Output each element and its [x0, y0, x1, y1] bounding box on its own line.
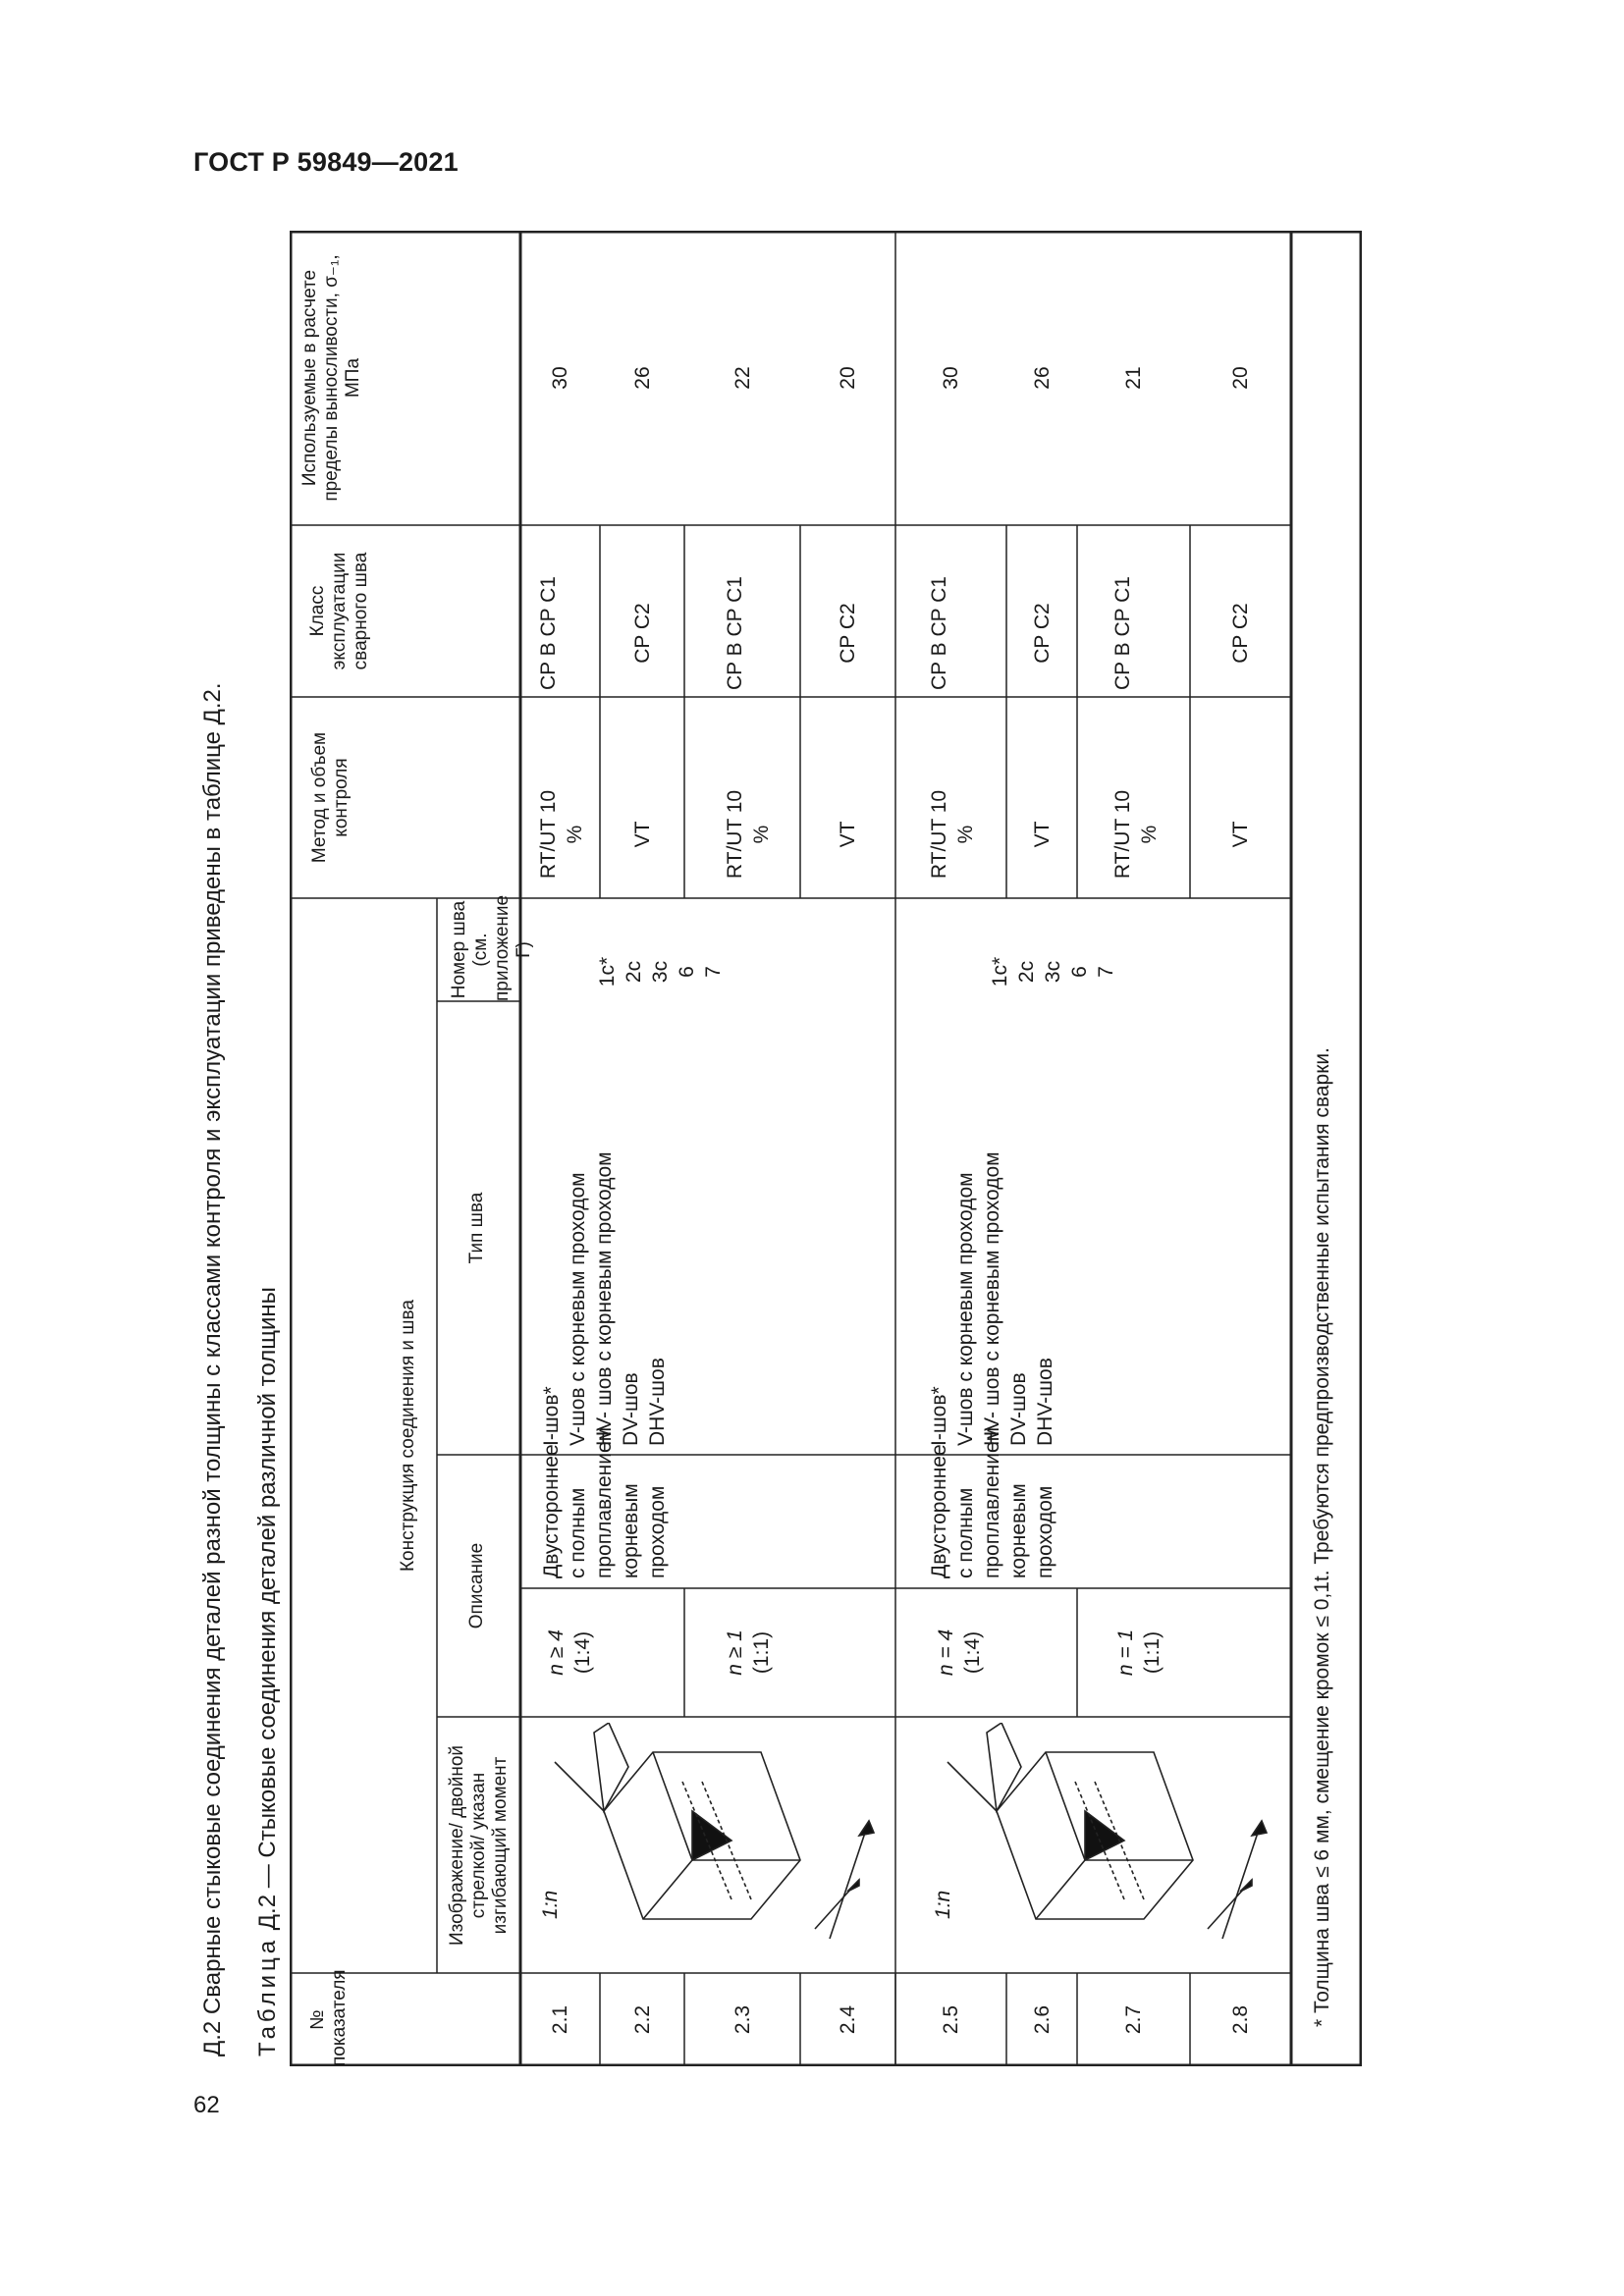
- class-cell: CP B CP C1: [724, 576, 746, 690]
- weld-number: 1c*: [596, 956, 619, 988]
- col-header-class: Класс эксплуатации сварного шва: [307, 552, 371, 670]
- class-cell: CP C2: [1229, 603, 1252, 664]
- limit-cell: 30: [549, 366, 571, 390]
- weld-number: 3c: [1042, 960, 1064, 984]
- weld-type-line: V-шов с корневым проходом: [567, 1172, 589, 1446]
- joint-drawing-1: [535, 1723, 884, 1958]
- rotated-page-content: [193, 231, 1362, 2066]
- ratio-n: n = 1: [1114, 1629, 1137, 1677]
- table-caption: [254, 1287, 282, 2056]
- row-num: 2.5: [940, 2004, 962, 2035]
- method-cell: RT/UT 10 %: [1111, 789, 1161, 880]
- weld-type-line: I-шов*: [540, 1386, 563, 1446]
- col-header-image: Изображение/ двойной стрелкой/ указан изгибающий момент: [447, 1744, 511, 1947]
- row-num: 2.1: [549, 2004, 571, 2035]
- limit-cell: 20: [837, 366, 859, 390]
- col-header-weld-number: Номер шва (см. приложение Г): [449, 894, 534, 1001]
- description-line: с полным: [954, 1487, 977, 1578]
- ratio-value: (1:1): [1141, 1630, 1164, 1675]
- description-line: проходом: [1034, 1485, 1056, 1578]
- method-cell: VT: [837, 821, 859, 848]
- weld-number: 7: [702, 966, 725, 978]
- class-cell: CP C2: [1031, 603, 1054, 664]
- description-line: Двустороннее: [540, 1444, 563, 1578]
- row-num: 2.2: [631, 2004, 654, 2035]
- limit-cell: 26: [1031, 366, 1054, 390]
- weld-type-line: V-шов с корневым проходом: [954, 1172, 977, 1446]
- row-num: 2.8: [1229, 2004, 1252, 2035]
- weld-number: 6: [676, 966, 698, 978]
- weld-type-line: DV-шов: [1007, 1372, 1030, 1446]
- class-cell: CP C2: [837, 603, 859, 664]
- col-header-weld-type: Тип шва: [466, 1192, 487, 1264]
- description-line: с полным: [567, 1487, 589, 1578]
- joint-drawing-2: [928, 1723, 1276, 1958]
- col-header-limits: Используемые в расчете пределы выносливости, σ₋₁, МПа: [299, 254, 363, 502]
- class-cell: CP C2: [631, 603, 654, 664]
- col-header-method: Метод и объем контроля: [309, 731, 352, 864]
- weld-number: 2c: [1015, 960, 1038, 984]
- weld-type-line: HV- шов с корневым проходом: [981, 1151, 1003, 1446]
- row-num: 2.3: [731, 2004, 754, 2035]
- table-footnote: * Толщина шва ≤ 6 мм, смещение кромок ≤ 0,1t. Требуются предпроизводственные испытания сварки.: [1311, 1047, 1333, 2027]
- method-cell: RT/UT 10 %: [928, 789, 977, 880]
- table-caption-label: Д.2 — Стыковые соединения деталей различной толщины: [254, 1287, 281, 1931]
- ratio-n: n ≥ 4: [545, 1629, 568, 1676]
- weld-number: 2c: [623, 960, 645, 984]
- row-num: 2.7: [1122, 2004, 1145, 2035]
- weld-number: 6: [1068, 966, 1091, 978]
- weld-number: 1c*: [989, 956, 1011, 988]
- description-line: Двустороннее: [928, 1444, 950, 1578]
- description-line: проходом: [646, 1485, 669, 1578]
- weld-type-line: DHV-шов: [1034, 1358, 1056, 1446]
- col-header-num: № показателя: [307, 1969, 350, 2066]
- row-num: 2.4: [837, 2004, 859, 2035]
- method-cell: RT/UT 10 %: [537, 789, 586, 880]
- table-d2: [290, 231, 1362, 2066]
- class-cell: CP B CP C1: [1111, 576, 1134, 690]
- weld-type-line: HV- шов с корневым проходом: [593, 1151, 616, 1446]
- limit-cell: 20: [1229, 366, 1252, 390]
- weld-type-line: I-шов*: [928, 1386, 950, 1446]
- method-cell: VT: [1229, 821, 1252, 848]
- col-header-description: Описание: [466, 1542, 487, 1629]
- row-num: 2.6: [1031, 2004, 1054, 2035]
- method-cell: VT: [631, 821, 654, 848]
- table-caption-prefix: Таблица: [254, 1936, 281, 2056]
- section-caption: Д.2 Сварные стыковые соединения деталей разной толщины с классами контроля и эксплуатации приведены в таблице Д.2.: [199, 682, 226, 2056]
- page-number: 62: [193, 2092, 220, 2118]
- col-header-construction: Конструкция соединения и шва: [398, 1300, 418, 1573]
- method-cell: VT: [1031, 821, 1054, 848]
- class-cell: CP B CP C1: [537, 576, 560, 690]
- drawing-label-1: 1:n: [539, 1890, 562, 1919]
- ratio-n: n = 4: [935, 1629, 957, 1677]
- limit-cell: 26: [631, 366, 654, 390]
- description-line: корневым: [620, 1483, 642, 1578]
- ratio-n: n ≥ 1: [724, 1629, 746, 1676]
- class-cell: CP B CP C1: [928, 576, 950, 690]
- description-line: проплавлением: [981, 1426, 1003, 1578]
- method-cell: RT/UT 10 %: [724, 789, 773, 880]
- drawing-label-2: 1:n: [932, 1890, 954, 1919]
- description-line: корневым: [1007, 1483, 1030, 1578]
- ratio-value: (1:4): [961, 1630, 984, 1675]
- document-id: ГОСТ Р 59849—2021: [193, 147, 459, 177]
- limit-cell: 30: [940, 366, 962, 390]
- ratio-value: (1:4): [571, 1630, 594, 1675]
- description-line: проплавлением: [593, 1426, 616, 1578]
- weld-number: 7: [1095, 966, 1117, 978]
- ratio-value: (1:1): [750, 1630, 773, 1675]
- weld-number: 3c: [649, 960, 672, 984]
- weld-type-line: DHV-шов: [646, 1358, 669, 1446]
- limit-cell: 21: [1122, 366, 1145, 390]
- weld-type-line: DV-шов: [620, 1372, 642, 1446]
- limit-cell: 22: [731, 366, 754, 390]
